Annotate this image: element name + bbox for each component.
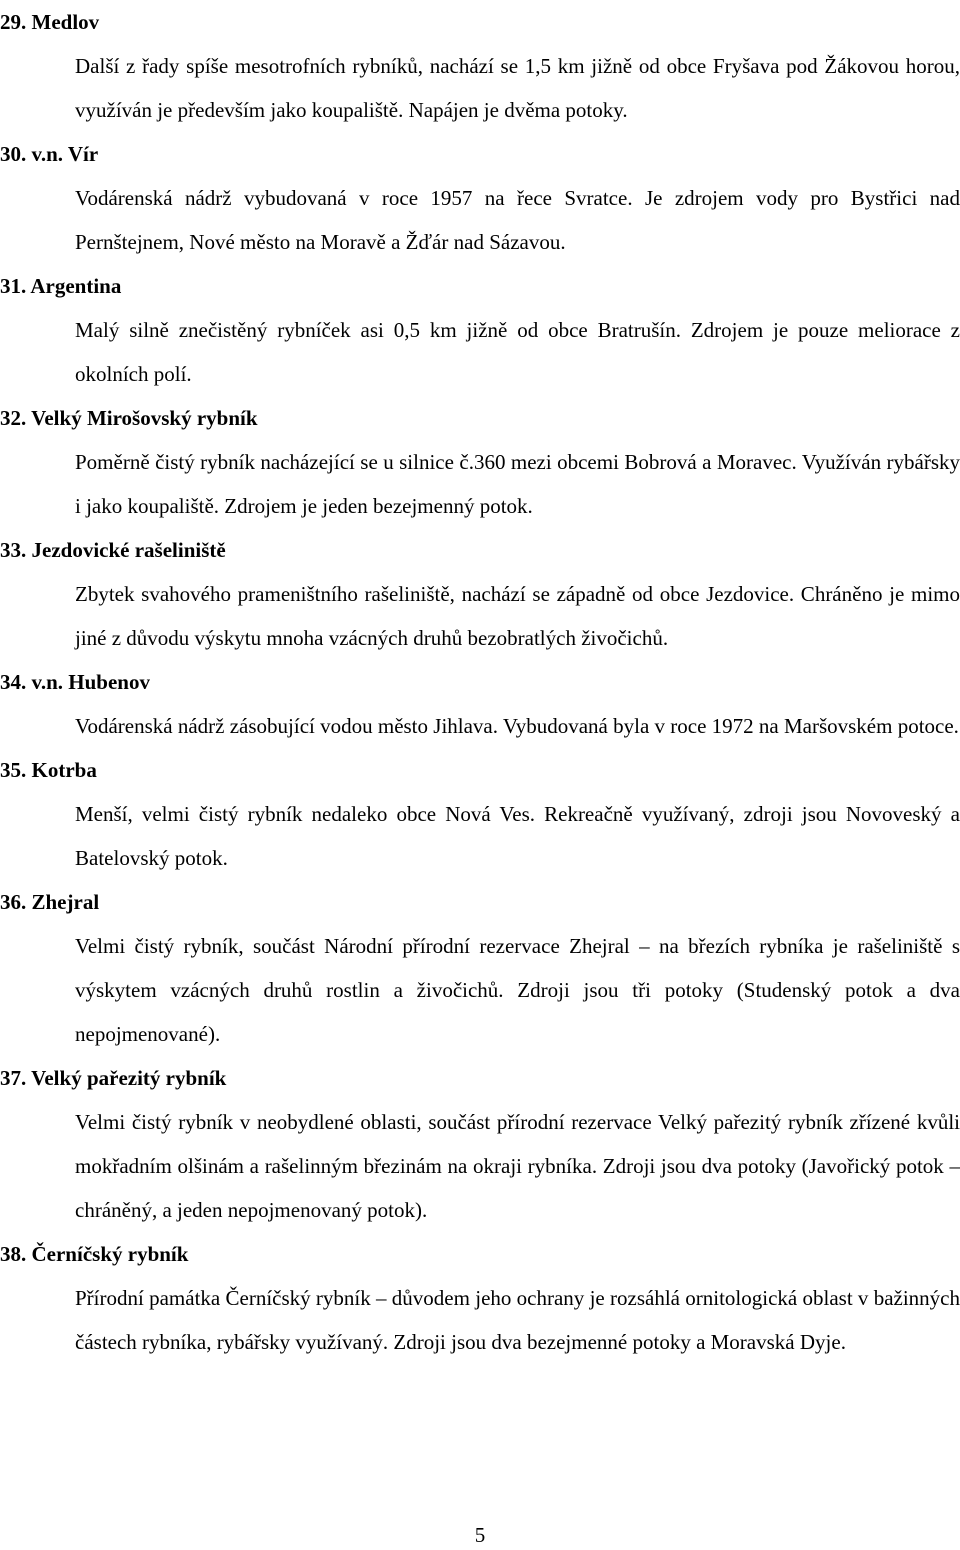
entry-heading: 37. Velký pařezitý rybník <box>0 1066 227 1090</box>
entry-heading: 32. Velký Mirošovský rybník <box>0 406 258 430</box>
entry-text: Přírodní památka Černíčský rybník – důvodem jeho ochrany je rozsáhlá ornitologická oblast v bažinných částech rybníka, rybářsky využívaný. Zdroji jsou dva bezejmenné potoky a Moravská Dyje. <box>75 1286 960 1354</box>
entry-32 <box>0 396 960 528</box>
entry-heading: 29. Medlov <box>0 10 100 34</box>
entry-text: Vodárenská nádrž vybudovaná v roce 1957 na řece Svratce. Je zdrojem vody pro Bystřici nad Pernštejnem, Nové město na Moravě a Žďár nad Sázavou. <box>75 186 960 254</box>
entry-heading: 33. Jezdovické rašeliniště <box>0 538 226 562</box>
entry-text: Malý silně znečistěný rybníček asi 0,5 km jižně od obce Bratrušín. Zdrojem je pouze meliorace z okolních polí. <box>75 318 960 386</box>
entry-text: Další z řady spíše mesotrofních rybníků, nachází se 1,5 km jižně od obce Fryšava pod Žákovou horou, využíván je především jako koupaliště. Napájen je dvěma potoky. <box>75 54 960 122</box>
entry-29 <box>0 0 960 132</box>
entry-31 <box>0 264 960 396</box>
entry-33 <box>0 528 960 660</box>
entry-heading: 34. v.n. Hubenov <box>0 670 150 694</box>
entry-heading: 35. Kotrba <box>0 758 97 782</box>
entry-heading: 38. Černíčský rybník <box>0 1242 189 1266</box>
entry-text: Menší, velmi čistý rybník nedaleko obce Nová Ves. Rekreačně využívaný, zdroji jsou Novoveský a Batelovský potok. <box>75 802 960 870</box>
entry-text: Zbytek svahového prameništního rašeliniště, nachází se západně od obce Jezdovice. Chráněno je mimo jiné z důvodu výskytu mnoha vzácných druhů bezobratlých živočichů. <box>75 582 960 650</box>
entry-30 <box>0 132 960 264</box>
entry-35 <box>0 748 960 880</box>
entry-text: Velmi čistý rybník v neobydlené oblasti, součást přírodní rezervace Velký pařezitý rybník zřízené kvůli mokřadním olšinám a rašelinným březinám na okraji rybníka. Zdroji jsou dva potoky (Javořický potok – chráněný, a jeden nepojmenovaný potok). <box>75 1110 960 1222</box>
entry-34 <box>0 660 960 748</box>
entry-heading: 30. v.n. Vír <box>0 142 99 166</box>
entry-37 <box>0 1056 960 1232</box>
page-number: 5 <box>474 1523 486 1547</box>
entry-text: Velmi čistý rybník, součást Národní přírodní rezervace Zhejral – na březích rybníka je rašeliniště s výskytem vzácných druhů rostlin a živočichů. Zdroji jsou tři potoky (Studenský potok a dva nepojmenované). <box>75 934 960 1046</box>
entry-heading: 31. Argentina <box>0 274 122 298</box>
entry-heading: 36. Zhejral <box>0 890 100 914</box>
entry-38 <box>0 1232 960 1364</box>
entry-36 <box>0 880 960 1056</box>
entry-text: Vodárenská nádrž zásobující vodou město Jihlava. Vybudovaná byla v roce 1972 na Maršovském potoce. <box>75 714 959 738</box>
entry-text: Poměrně čistý rybník nacházející se u silnice č.360 mezi obcemi Bobrová a Moravec. Využíván rybářsky i jako koupaliště. Zdrojem je jeden bezejmenný potok. <box>75 450 960 518</box>
